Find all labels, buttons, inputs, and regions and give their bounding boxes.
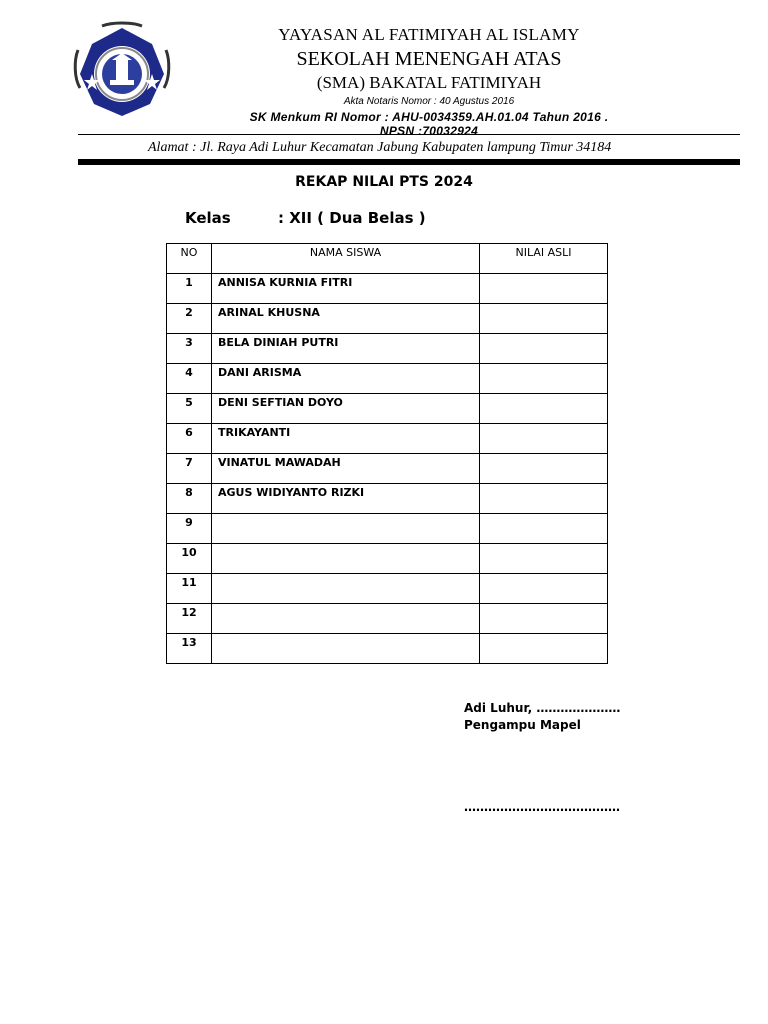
table-row bbox=[167, 574, 608, 604]
row-no: 13 bbox=[167, 634, 212, 664]
row-score[interactable] bbox=[480, 304, 608, 334]
row-no: 7 bbox=[167, 454, 212, 484]
table-row bbox=[167, 634, 608, 664]
row-score[interactable] bbox=[480, 514, 608, 544]
header-score: NILAI ASLI bbox=[480, 244, 608, 274]
school-address: Alamat : Jl. Raya Adi Luhur Kecamatan Jabung Kabupaten lampung Timur 34184 bbox=[148, 140, 612, 155]
row-score[interactable] bbox=[480, 334, 608, 364]
document-title: REKAP NILAI PTS 2024 bbox=[295, 174, 473, 190]
header-name: NAMA SISWA bbox=[212, 244, 480, 274]
row-no: 8 bbox=[167, 484, 212, 514]
school-logo bbox=[72, 20, 172, 120]
header-divider-thick bbox=[78, 159, 740, 165]
table-row bbox=[167, 334, 608, 364]
row-name: AGUS WIDIYANTO RIZKI bbox=[212, 484, 480, 514]
row-no: 12 bbox=[167, 604, 212, 634]
table-row bbox=[167, 484, 608, 514]
class-label: Kelas bbox=[185, 209, 231, 227]
row-name: VINATUL MAWADAH bbox=[212, 454, 480, 484]
table-header-row bbox=[167, 244, 608, 274]
row-no: 2 bbox=[167, 304, 212, 334]
table-row bbox=[167, 394, 608, 424]
row-score[interactable] bbox=[480, 364, 608, 394]
npsn-number: NPSN :70032924 bbox=[379, 124, 479, 138]
row-name: ANNISA KURNIA FITRI bbox=[212, 274, 480, 304]
row-no: 1 bbox=[167, 274, 212, 304]
row-score[interactable] bbox=[480, 424, 608, 454]
signature-place-date: Adi Luhur, ………………… bbox=[464, 701, 621, 715]
row-name bbox=[212, 514, 480, 544]
school-type: SEKOLAH MENENGAH ATAS bbox=[296, 48, 562, 70]
school-emblem-icon bbox=[72, 20, 172, 120]
sk-number: SK Menkum RI Nomor : AHU-0034359.AH.01.04 Tahun 2016 . bbox=[249, 110, 609, 124]
row-no: 5 bbox=[167, 394, 212, 424]
row-score[interactable] bbox=[480, 484, 608, 514]
row-no: 6 bbox=[167, 424, 212, 454]
row-name: DANI ARISMA bbox=[212, 364, 480, 394]
row-score[interactable] bbox=[480, 604, 608, 634]
school-name: (SMA) BAKATAL FATIMIYAH bbox=[316, 73, 542, 92]
header-no: NO bbox=[167, 244, 212, 274]
table-row bbox=[167, 274, 608, 304]
grades-table bbox=[166, 243, 608, 664]
table-row bbox=[167, 364, 608, 394]
row-name: ARINAL KHUSNA bbox=[212, 304, 480, 334]
foundation-name: YAYASAN AL FATIMIYAH AL ISLAMY bbox=[278, 25, 580, 44]
signature-name-line: ………………………………… bbox=[464, 800, 620, 814]
row-no: 10 bbox=[167, 544, 212, 574]
table-row bbox=[167, 454, 608, 484]
table-row bbox=[167, 544, 608, 574]
header-divider-thin bbox=[78, 134, 740, 135]
table-row bbox=[167, 304, 608, 334]
row-name bbox=[212, 544, 480, 574]
table-row bbox=[167, 514, 608, 544]
row-score[interactable] bbox=[480, 634, 608, 664]
row-no: 4 bbox=[167, 364, 212, 394]
row-no: 11 bbox=[167, 574, 212, 604]
row-name: DENI SEFTIAN DOYO bbox=[212, 394, 480, 424]
row-name bbox=[212, 634, 480, 664]
row-score[interactable] bbox=[480, 394, 608, 424]
row-score[interactable] bbox=[480, 574, 608, 604]
row-name: TRIKAYANTI bbox=[212, 424, 480, 454]
row-no: 9 bbox=[167, 514, 212, 544]
row-score[interactable] bbox=[480, 274, 608, 304]
row-score[interactable] bbox=[480, 544, 608, 574]
row-score[interactable] bbox=[480, 454, 608, 484]
row-no: 3 bbox=[167, 334, 212, 364]
row-name bbox=[212, 604, 480, 634]
notary-info: Akta Notaris Nomor : 40 Agustus 2016 bbox=[343, 96, 515, 107]
signature-role: Pengampu Mapel bbox=[464, 718, 581, 732]
table-row bbox=[167, 424, 608, 454]
row-name: BELA DINIAH PUTRI bbox=[212, 334, 480, 364]
row-name bbox=[212, 574, 480, 604]
class-value: : XII ( Dua Belas ) bbox=[278, 209, 426, 227]
table-row bbox=[167, 604, 608, 634]
